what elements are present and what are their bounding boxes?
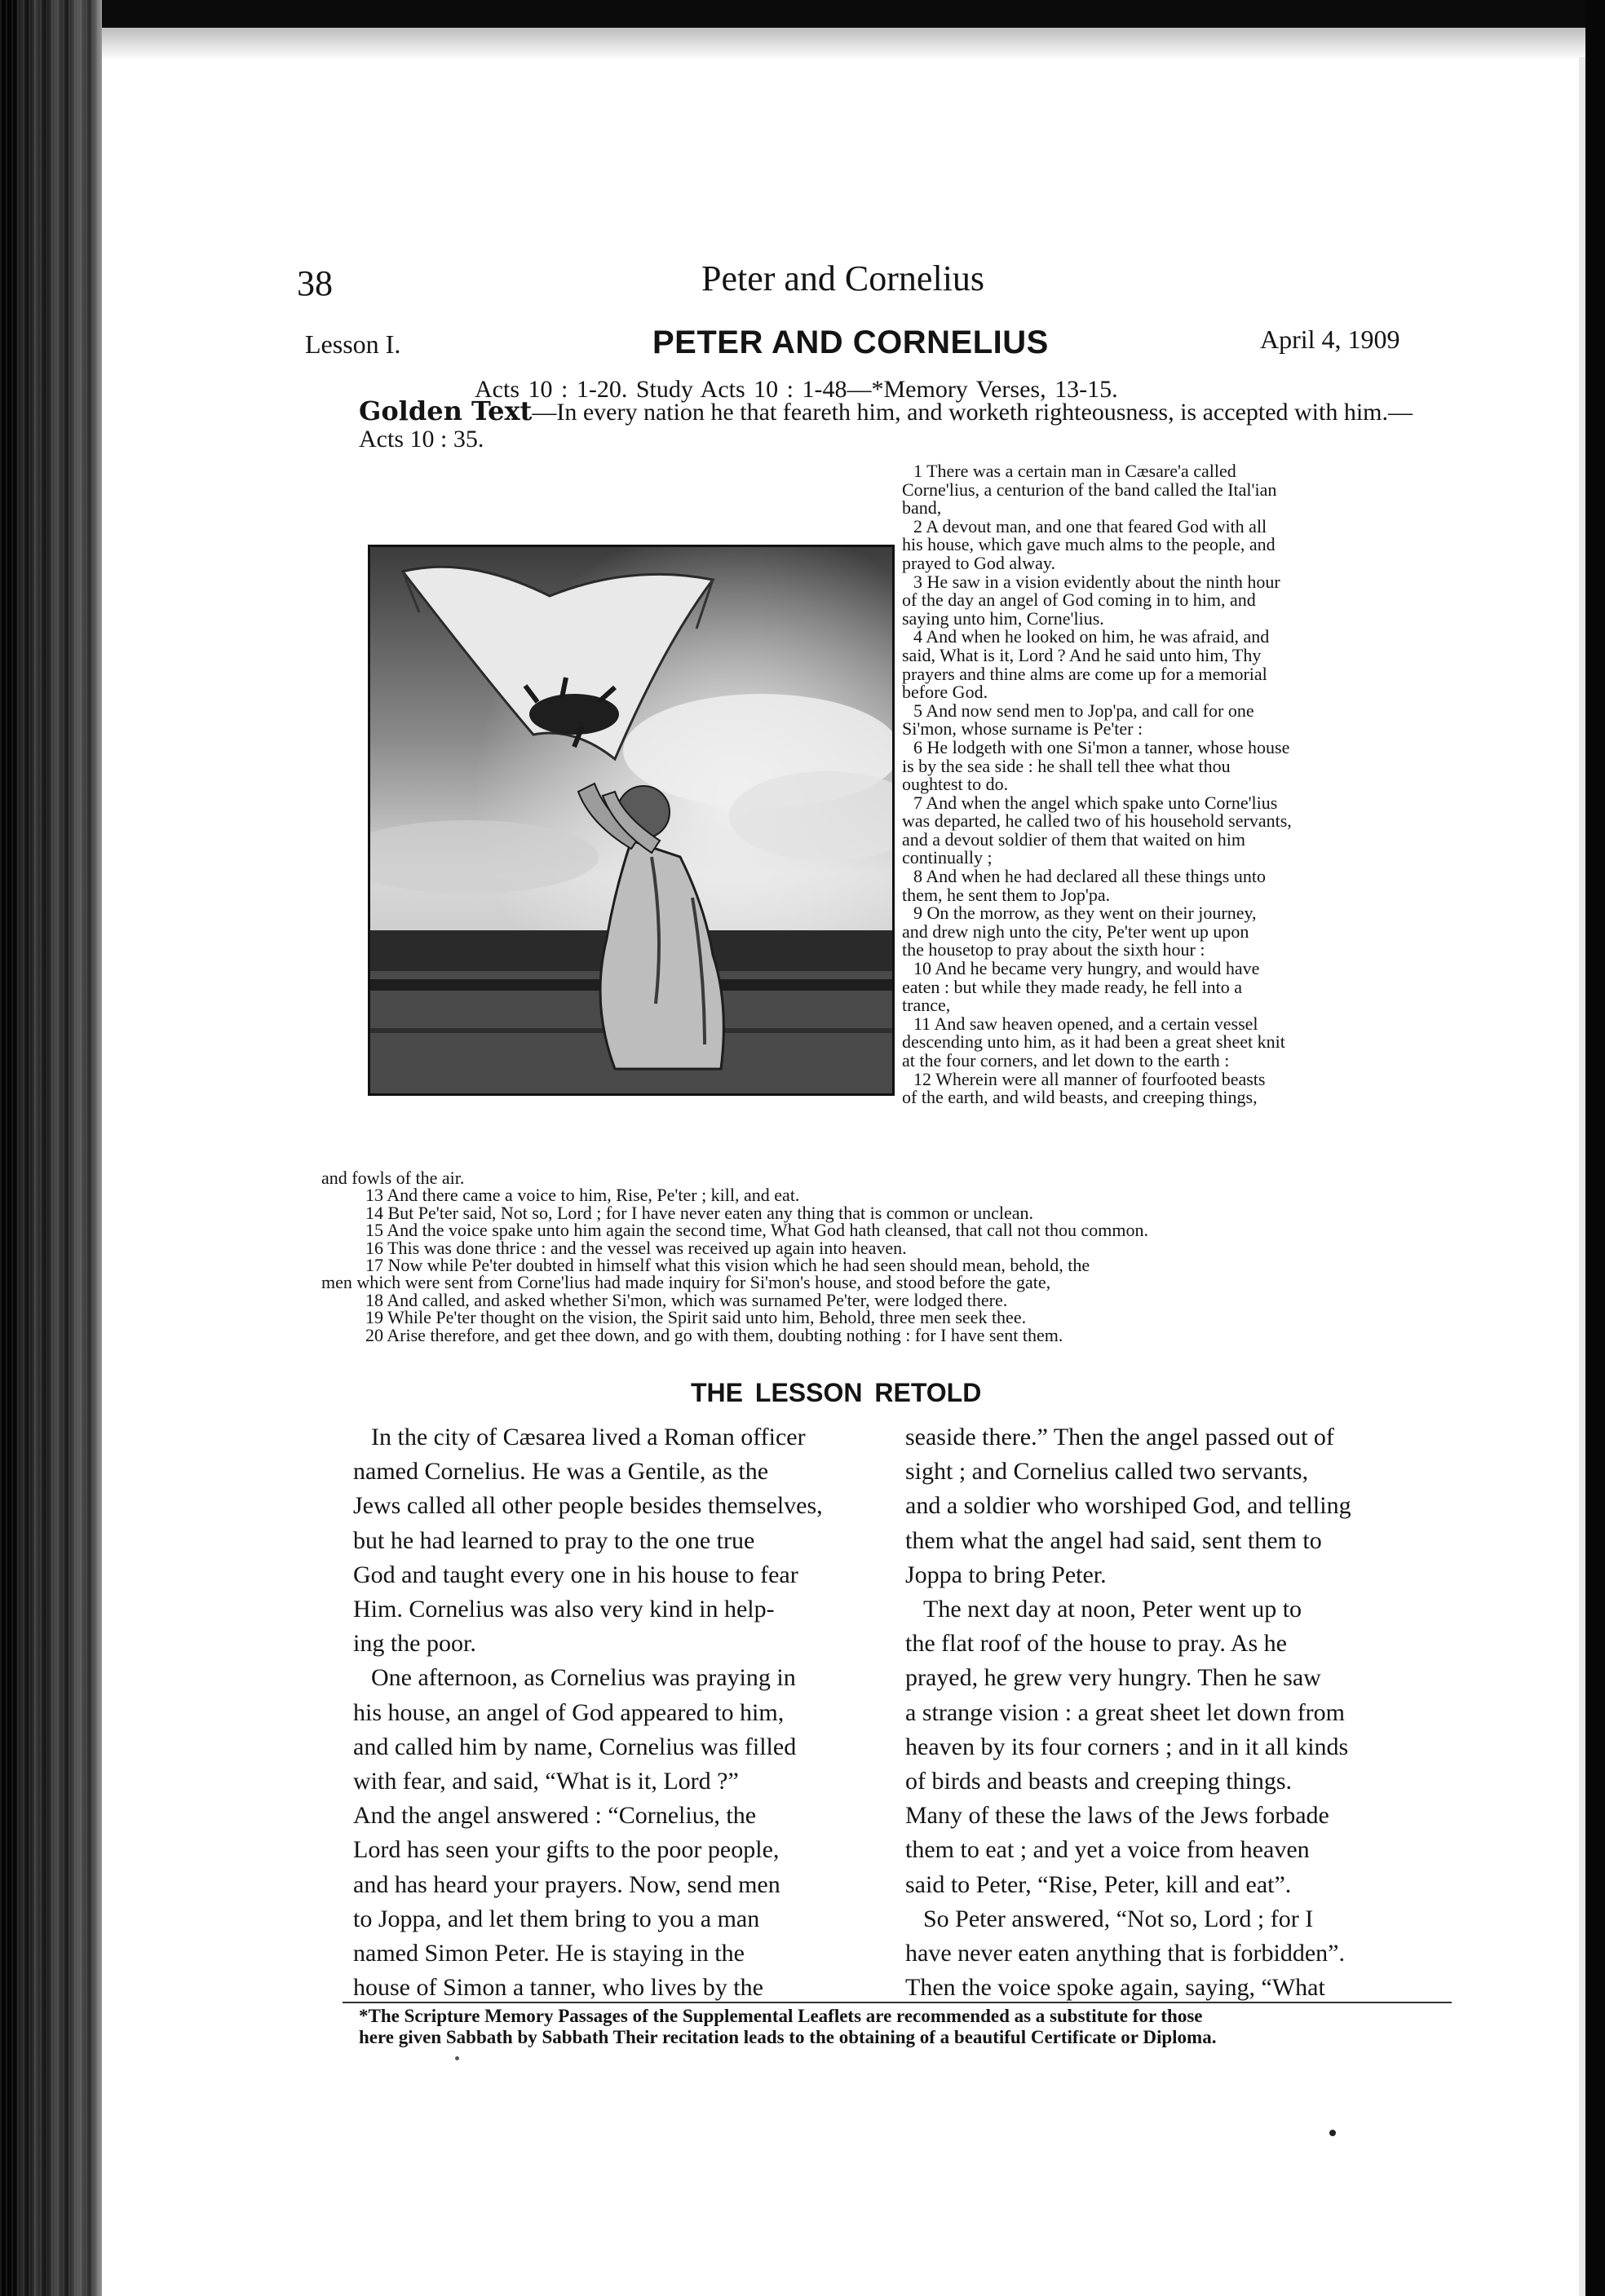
retold-line: The next day at noon, Peter went up to: [923, 1596, 1302, 1623]
verse-line: prayers and thine alms are come up for a memorial: [902, 663, 1267, 684]
verse-line: 20 Arise therefore, and get thee down, and go with them, doubting nothing : for I have sent them.: [365, 1324, 1063, 1345]
scripture-verses-full: [321, 1169, 1439, 1344]
page-right-gap: [1579, 57, 1585, 2296]
footnote-rule: [343, 2002, 1452, 2003]
verse-line: is by the sea side : he shall tell thee what thou: [902, 755, 1231, 776]
retold-line: and has heard your prayers. Now, send men: [353, 1870, 780, 1898]
verse-line: 17 Now while Pe'ter doubted in himself what this vision which he had seen should mean, behold, the: [365, 1255, 1090, 1276]
verse-line: trance,: [902, 995, 951, 1016]
retold-line: prayed, he grew very hungry. Then he saw: [905, 1664, 1321, 1692]
verse-line: 1 There was a certain man in Cæsare'a called: [913, 461, 1236, 481]
retold-line: seaside there.” Then the angel passed out of: [905, 1424, 1334, 1450]
verse-line: 12 Wherein were all manner of fourfooted beasts: [913, 1068, 1266, 1089]
verse-line: the housetop to pray about the sixth hour :: [902, 939, 1205, 960]
verse-line: 8 And when he had declared all these things unto: [913, 866, 1266, 887]
verse-line: 14 But Pe'ter said, Not so, Lord ; for I have never eaten any thing that is common or unclean.: [365, 1202, 1033, 1223]
retold-line: In the city of Cæsarea lived a Roman officer: [371, 1424, 806, 1450]
verse-line: 5 And now send men to Jop'pa, and call for one: [913, 700, 1254, 721]
verse-line: at the four corners, and let down to the earth :: [902, 1050, 1230, 1071]
retold-line: his house, an angel of God appeared to him,: [353, 1698, 785, 1726]
verse-line: 7 And when the angel which spake unto Corne'lius: [913, 792, 1278, 813]
retold-line: Him. Cornelius was also very kind in help-: [353, 1596, 775, 1623]
retold-heading: THE LESSON RETOLD: [691, 1378, 982, 1407]
verse-line: 11 And saw heaven opened, and a certain vessel: [913, 1013, 1258, 1034]
verse-line: 15 And the voice spake unto him again the second time, What God hath cleansed, that call not thou common.: [365, 1220, 1149, 1241]
retold-line: the flat roof of the house to pray. As he: [905, 1630, 1287, 1658]
page-top-shade: [102, 28, 1585, 60]
verse-line: of the earth, and wild beasts, and creeping things,: [902, 1087, 1258, 1108]
footnote-line-1: *The Scripture Memory Passages of the Supplemental Leaflets are recommended as a substitute for those: [359, 2006, 1203, 2026]
retold-line: and called him by name, Cornelius was filled: [353, 1733, 797, 1760]
verse-line: 13 And there came a voice to him, Rise, Pe'ter ; kill, and eat.: [365, 1185, 800, 1206]
retold-line: Joppa to bring Peter.: [905, 1561, 1107, 1588]
retold-line: named Simon Peter. He is staying in the: [353, 1940, 745, 1967]
retold-line: a strange vision : a great sheet let down from: [905, 1698, 1346, 1726]
golden-text-label: Golden Text: [359, 395, 533, 426]
verse-line: and fowls of the air.: [321, 1168, 465, 1188]
retold-line: sight ; and Cornelius called two servants,: [905, 1458, 1309, 1486]
retold-line: and a soldier who worshiped God, and telling: [905, 1492, 1351, 1520]
verse-line: 6 He lodgeth with one Si'mon a tanner, whose house: [913, 736, 1290, 757]
verse-line: his house, which gave much alms to the people, and: [902, 534, 1276, 555]
illustration-art: [370, 547, 892, 1093]
retold-line: Lord has seen your gifts to the poor people,: [353, 1836, 780, 1864]
retold-line: God and taught every one in his house to fear: [353, 1561, 798, 1588]
retold-line: Jews called all other people besides themselves,: [353, 1492, 823, 1520]
lesson-label: Lesson I.: [305, 329, 401, 359]
retold-line: house of Simon a tanner, who lives by the: [353, 1974, 763, 2002]
verse-line: 9 On the morrow, as they went on their journey,: [913, 903, 1257, 924]
scan-speck: [1329, 2130, 1336, 2136]
book-spine-texture: [0, 0, 102, 2296]
retold-line: Then the voice spoke again, saying, “What: [905, 1974, 1325, 2002]
verse-line: 4 And when he looked on him, he was afraid, and: [913, 626, 1270, 647]
scripture-reference: Acts 10 : 1-20. Study Acts 10 : 1-48—*Memory Verses, 13-15.: [475, 376, 1118, 403]
verse-line: men which were sent from Corne'lius had made inquiry for Si'mon's house, and stood before the gate,: [321, 1272, 1051, 1293]
retold-line: said to Peter, “Rise, Peter, kill and eat”.: [905, 1870, 1292, 1898]
verse-line: said, What is it, Lord ? And he said unto him, Thy: [902, 644, 1262, 665]
peter-vision-illustration: [368, 545, 895, 1096]
verse-line: before God.: [902, 682, 988, 703]
verse-line: 3 He saw in a vision evidently about the ninth hour: [913, 571, 1280, 592]
retold-line: ing the poor.: [353, 1630, 476, 1658]
verse-line: continually ;: [902, 847, 993, 868]
retold-line: Many of these the laws of the Jews forbade: [905, 1802, 1329, 1830]
verse-line: of the day an angel of God coming in to him, and: [902, 589, 1256, 611]
footnote-line-2: here given Sabbath by Sabbath Their recitation leads to the obtaining of a beautiful Certificate or Diploma.: [359, 2027, 1217, 2047]
retold-line: them to eat ; and yet a voice from heaven: [905, 1836, 1310, 1864]
verse-line: 18 And called, and asked whether Si'mon, which was surnamed Pe'ter, were lodged there.: [365, 1289, 1008, 1310]
verse-line: them, he sent them to Jop'pa.: [902, 884, 1111, 905]
retold-line: them what the angel had said, sent them to: [905, 1526, 1322, 1554]
verse-line: and a devout soldier of them that waited on him: [902, 828, 1245, 850]
verse-line: Corne'lius, a centurion of the band called the Ital'ian: [902, 479, 1277, 500]
retold-line: of birds and beasts and creeping things.: [905, 1768, 1293, 1795]
retold-right-column: [905, 1420, 1452, 2005]
scan-right-edge: [1585, 0, 1605, 2296]
verse-line: 16 This was done thrice : and the vessel was received up again into heaven.: [365, 1237, 907, 1258]
retold-line: with fear, and said, “What is it, Lord ?”: [353, 1768, 739, 1795]
verse-line: prayed to God alway.: [902, 552, 1055, 573]
verse-line: 19 While Pe'ter thought on the vision, the Spirit said unto him, Behold, three men seek thee.: [365, 1307, 1027, 1328]
retold-line: but he had learned to pray to the one true: [353, 1526, 755, 1554]
verse-line: Si'mon, whose surname is Pe'ter :: [902, 718, 1143, 740]
verse-line: 10 And he became very hungry, and would have: [913, 958, 1260, 979]
page-number: 38: [297, 263, 333, 303]
footnote: [359, 2006, 1460, 2048]
golden-text: [359, 395, 1431, 453]
retold-line: One afternoon, as Cornelius was praying in: [371, 1664, 796, 1692]
golden-text-body: —In every nation he that feareth him, and worketh righteousness, is accepted with him.—Acts 10 : 35.: [359, 399, 1413, 453]
retold-line: to Joppa, and let them bring to you a man: [353, 1905, 760, 1932]
scan-top-edge: [0, 0, 1605, 28]
verse-line: band,: [902, 497, 942, 519]
scripture-verses-column: [902, 462, 1436, 1107]
scan-speck: [455, 2056, 459, 2060]
retold-left-column: [353, 1420, 875, 2005]
lesson-title: PETER AND CORNELIUS: [652, 325, 1049, 360]
retold-line: So Peter answered, “Not so, Lord ; for I: [923, 1905, 1314, 1932]
verse-line: and drew nigh unto the city, Pe'ter went up upon: [902, 921, 1249, 942]
running-head: Peter and Cornelius: [701, 258, 985, 298]
retold-line: named Cornelius. He was a Gentile, as the: [353, 1458, 769, 1486]
verse-line: was departed, he called two of his household servants,: [902, 810, 1292, 832]
verse-line: descending unto him, as it had been a great sheet knit: [902, 1031, 1285, 1053]
verse-line: eaten : but while they made ready, he fell into a: [902, 976, 1243, 997]
retold-line: heaven by its four corners ; and in it all kinds: [905, 1733, 1349, 1760]
verse-line: oughtest to do.: [902, 774, 1009, 795]
verse-line: saying unto him, Corne'lius.: [902, 607, 1104, 629]
lesson-date: April 4, 1909: [1260, 325, 1400, 354]
verse-line: 2 A devout man, and one that feared God with all: [913, 515, 1267, 536]
retold-line: And the angel answered : “Cornelius, the: [353, 1802, 757, 1830]
retold-line: have never eaten anything that is forbidden”.: [905, 1940, 1345, 1967]
